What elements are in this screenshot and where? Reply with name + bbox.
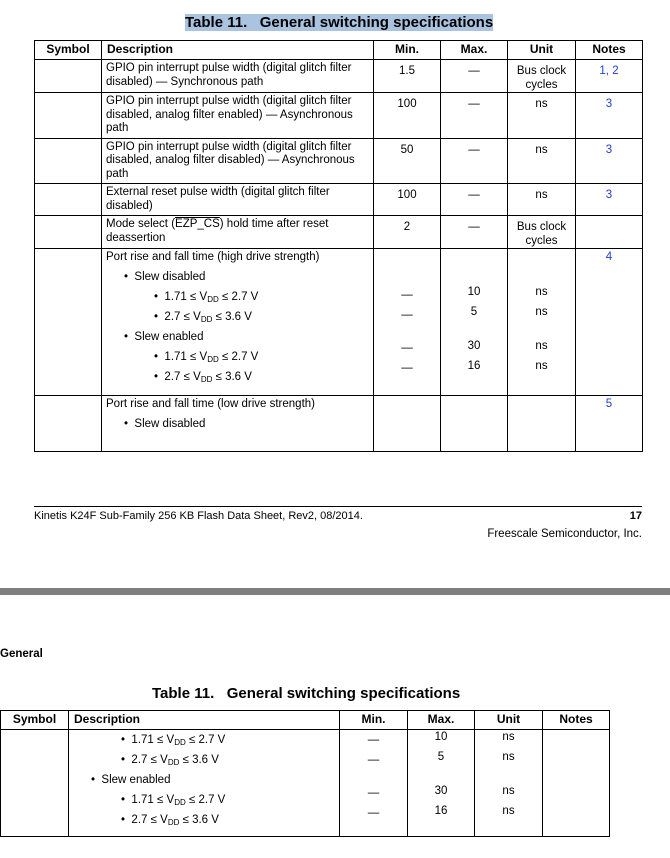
bullet-icon: • — [124, 271, 129, 283]
vdd-v: V — [199, 351, 208, 363]
le-symbol: ≤ — [215, 311, 222, 323]
symbol-cell — [35, 216, 102, 249]
col-description: Description — [69, 711, 340, 730]
table-row — [35, 216, 643, 249]
vdd-sub: DD — [167, 758, 180, 767]
unit-cell: Bus clock cycles — [508, 60, 576, 93]
max-value: 5 — [437, 751, 445, 763]
table-row — [35, 138, 643, 184]
unit-value: ns — [535, 306, 548, 318]
le-symbol: ≤ — [150, 754, 157, 766]
table-row-low-drive — [35, 396, 643, 452]
bullet-icon: • — [124, 331, 129, 343]
le-symbol: ≤ — [183, 371, 190, 383]
description-cell — [69, 730, 340, 837]
range-lo: 2.7 — [164, 371, 181, 383]
bullet-icon: • — [154, 371, 159, 383]
vdd-sub: DD — [174, 738, 186, 747]
col-description: Description — [102, 41, 374, 60]
range-item — [106, 367, 369, 387]
footer-page-number: 17 — [629, 510, 642, 522]
range-item — [73, 790, 335, 810]
bullet-icon: • — [121, 794, 126, 806]
range-lo: 1.71 — [131, 734, 154, 746]
le-symbol: ≤ — [221, 291, 229, 303]
le-symbol: ≤ — [157, 734, 164, 746]
range-item — [73, 810, 335, 830]
min-cell — [340, 730, 408, 837]
col-notes: Notes — [543, 711, 610, 730]
slew-enabled-label: Slew enabled — [134, 331, 204, 343]
notes-cell — [543, 730, 610, 837]
max-cell — [441, 249, 508, 396]
description-cell — [102, 249, 374, 396]
table-row — [35, 93, 643, 139]
vdd-sub: DD — [207, 295, 219, 304]
min-value: — — [367, 787, 380, 799]
vdd-v: V — [160, 754, 168, 766]
description-cell: GPIO pin interrupt pulse width (digital glitch filter disabled, analog filter enabled) — Asynchronous path — [102, 93, 374, 139]
min-cell: 100 — [374, 93, 441, 139]
min-cell: 50 — [374, 138, 441, 184]
min-cell: 1.5 — [374, 60, 441, 93]
col-notes: Notes — [576, 41, 643, 60]
notes-link[interactable]: 3 — [576, 138, 643, 184]
vdd-v: V — [160, 814, 168, 826]
vdd-sub: DD — [200, 315, 213, 324]
max-value: 30 — [467, 340, 481, 352]
description-cell — [102, 216, 374, 249]
symbol-cell — [35, 396, 102, 452]
range-hi: 3.6 V — [192, 814, 219, 826]
slew-disabled-label: Slew disabled — [134, 271, 206, 283]
notes-cell — [576, 216, 643, 249]
range-hi: 2.7 V — [198, 794, 226, 806]
symbol-cell — [35, 184, 102, 216]
table-row — [35, 60, 643, 93]
low-drive-title: Port rise and fall time (low drive strength) — [106, 398, 315, 410]
vdd-sub: DD — [207, 355, 219, 364]
min-value: — — [401, 362, 413, 374]
bullet-icon: • — [154, 351, 159, 363]
slew-disabled-item — [106, 267, 369, 287]
range-lo: 1.71 — [164, 291, 187, 303]
desc-text: Mode select ( — [106, 218, 176, 230]
bullet-icon: • — [124, 418, 129, 430]
description-cell: External reset pulse width (digital glitch filter disabled) — [102, 184, 374, 216]
header-row — [35, 41, 643, 60]
le-symbol: ≤ — [215, 371, 222, 383]
col-min: Min. — [374, 41, 441, 60]
notes-link[interactable]: 3 — [576, 184, 643, 216]
max-cell — [441, 396, 508, 452]
unit-value: ns — [502, 751, 515, 763]
le-symbol: ≤ — [221, 351, 229, 363]
range-item — [106, 307, 369, 327]
ezp-cs-signal: EZP_CS — [175, 218, 220, 230]
table-row-continued — [1, 730, 610, 837]
col-symbol: Symbol — [1, 711, 69, 730]
max-value: 10 — [467, 286, 481, 298]
range-lo: 2.7 — [164, 311, 181, 323]
le-symbol: ≤ — [182, 814, 189, 826]
col-unit: Unit — [508, 41, 576, 60]
max-value: 30 — [434, 785, 448, 797]
le-symbol: ≤ — [183, 311, 190, 323]
symbol-cell — [35, 93, 102, 139]
notes-link[interactable]: 4 — [576, 249, 643, 396]
range-item — [106, 347, 369, 367]
table-title — [185, 14, 493, 31]
max-value: 10 — [434, 731, 448, 743]
range-hi: 2.7 V — [198, 734, 226, 746]
notes-link[interactable]: 5 — [576, 396, 643, 452]
col-unit: Unit — [475, 711, 543, 730]
min-cell — [374, 249, 441, 396]
vdd-sub: DD — [200, 375, 213, 384]
le-symbol: ≤ — [190, 291, 197, 303]
range-hi: 2.7 V — [231, 291, 259, 303]
range-lo: 1.71 — [131, 794, 154, 806]
le-symbol: ≤ — [157, 794, 164, 806]
le-symbol: ≤ — [188, 734, 196, 746]
unit-value: ns — [535, 340, 548, 352]
symbol-cell — [35, 249, 102, 396]
bullet-icon: • — [121, 754, 126, 766]
unit-value: ns — [502, 805, 515, 817]
range-hi: 3.6 V — [192, 754, 219, 766]
table-title-text: Table 11. General switching specifications — [185, 14, 494, 31]
high-drive-title: Port rise and fall time (high drive strength) — [106, 251, 320, 263]
bullet-icon: • — [121, 814, 126, 826]
range-item — [73, 750, 335, 770]
max-cell: — — [441, 60, 508, 93]
vdd-v: V — [166, 794, 175, 806]
footer-doc-title: Kinetis K24F Sub-Family 256 KB Flash Data Sheet, Rev2, 08/2014. — [34, 510, 363, 522]
unit-value: ns — [535, 360, 548, 372]
range-lo: 1.71 — [164, 351, 187, 363]
symbol-cell — [1, 730, 69, 837]
unit-cell: ns — [508, 93, 576, 139]
bullet-icon: • — [154, 291, 159, 303]
vdd-v: V — [199, 291, 208, 303]
table-row — [35, 184, 643, 216]
notes-link[interactable]: 3 — [576, 93, 643, 139]
spec-table — [34, 40, 643, 452]
section-header: General — [0, 648, 43, 660]
symbol-cell — [35, 138, 102, 184]
unit-value: ns — [502, 785, 515, 797]
le-symbol: ≤ — [150, 814, 157, 826]
max-value: 5 — [470, 306, 478, 318]
slew-disabled-label: Slew disabled — [134, 418, 206, 430]
col-symbol: Symbol — [35, 41, 102, 60]
unit-value: ns — [535, 286, 548, 298]
col-max: Max. — [408, 711, 475, 730]
le-symbol: ≤ — [190, 351, 197, 363]
unit-value: ns — [502, 731, 515, 743]
max-cell — [408, 730, 475, 837]
unit-cell: ns — [508, 184, 576, 216]
vdd-v: V — [193, 371, 201, 383]
spec-table-continued — [0, 710, 610, 837]
footer-company: Freescale Semiconductor, Inc. — [487, 528, 642, 540]
vdd-v: V — [193, 311, 201, 323]
table-title-continued: Table 11. General switching specifications — [152, 685, 461, 702]
unit-cell — [508, 396, 576, 452]
range-hi: 3.6 V — [225, 371, 252, 383]
vdd-sub: DD — [174, 798, 186, 807]
min-value: — — [367, 734, 380, 746]
slew-disabled-item — [106, 414, 369, 434]
header-row — [1, 711, 610, 730]
min-value: — — [401, 309, 413, 321]
le-symbol: ≤ — [182, 754, 189, 766]
le-symbol: ≤ — [188, 794, 196, 806]
min-value: — — [401, 289, 413, 301]
col-min: Min. — [340, 711, 408, 730]
max-value: 16 — [467, 360, 481, 372]
description-cell: GPIO pin interrupt pulse width (digital glitch filter disabled, analog filter disabled) — Asynchronous path — [102, 138, 374, 184]
slew-enabled-item — [73, 770, 335, 790]
range-lo: 2.7 — [131, 814, 148, 826]
max-value: 16 — [434, 805, 448, 817]
unit-cell — [475, 730, 543, 837]
unit-cell: Bus clock cycles — [508, 216, 576, 249]
range-item — [73, 730, 335, 750]
min-cell — [374, 396, 441, 452]
range-item — [106, 287, 369, 307]
bullet-icon: • — [154, 311, 159, 323]
notes-link[interactable]: 1, 2 — [576, 60, 643, 93]
min-cell: 100 — [374, 184, 441, 216]
symbol-cell — [35, 60, 102, 93]
max-cell: — — [441, 93, 508, 139]
min-value: — — [367, 807, 380, 819]
min-value: — — [401, 342, 413, 354]
vdd-sub: DD — [167, 818, 180, 827]
max-cell: — — [441, 184, 508, 216]
range-hi: 2.7 V — [231, 351, 259, 363]
min-cell: 2 — [374, 216, 441, 249]
footer-rule — [34, 506, 642, 507]
slew-enabled-item — [106, 327, 369, 347]
bullet-icon: • — [91, 774, 96, 786]
min-value: — — [367, 754, 380, 766]
range-lo: 2.7 — [131, 754, 148, 766]
range-hi: 3.6 V — [225, 311, 252, 323]
table-row-high-drive — [35, 249, 643, 396]
desc-text: ) hold time after reset deassertion — [106, 218, 329, 244]
bullet-icon: • — [121, 734, 126, 746]
description-cell: GPIO pin interrupt pulse width (digital glitch filter disabled) — Synchronous path — [102, 60, 374, 93]
page-separator — [0, 588, 670, 595]
vdd-v: V — [166, 734, 175, 746]
col-max: Max. — [441, 41, 508, 60]
description-cell — [102, 396, 374, 452]
unit-cell — [508, 249, 576, 396]
slew-enabled-label: Slew enabled — [101, 774, 171, 786]
max-cell: — — [441, 138, 508, 184]
max-cell: — — [441, 216, 508, 249]
unit-cell: ns — [508, 138, 576, 184]
